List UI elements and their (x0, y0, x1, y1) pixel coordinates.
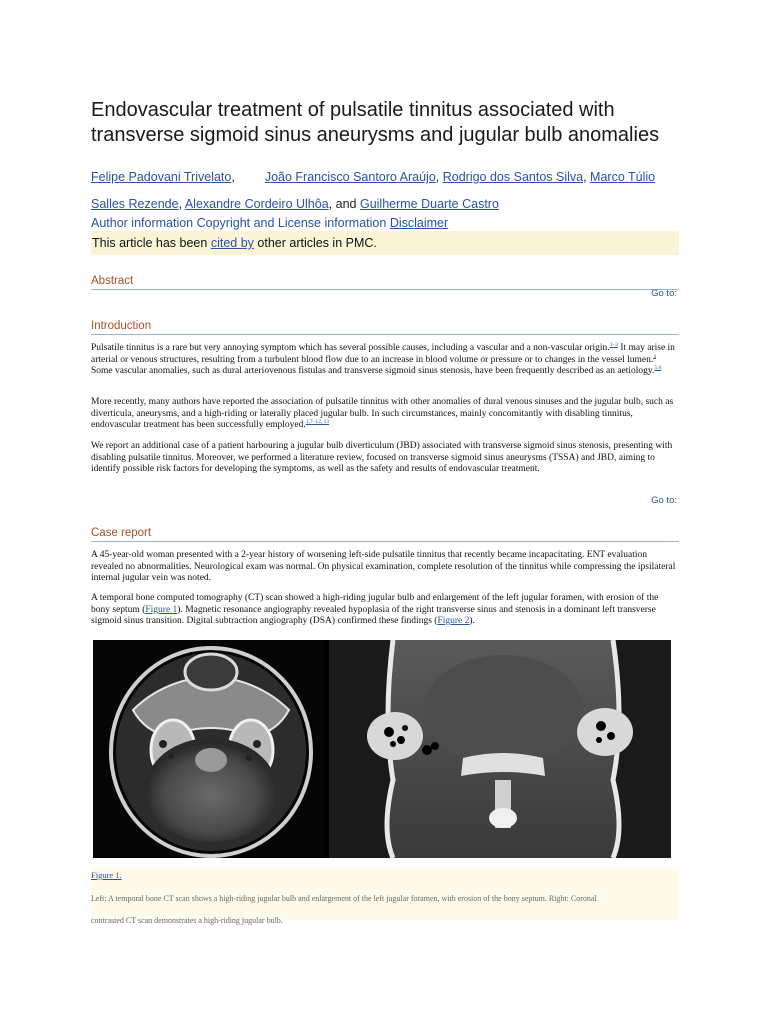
goto-link[interactable]: Go to: (651, 288, 677, 299)
figure-1-image[interactable] (93, 640, 671, 858)
author-link[interactable]: Rodrigo dos Santos Silva (442, 170, 584, 184)
intro-paragraph-3: We report an additional case of a patient harbouring a jugular bulb diverticulum (JBD) associated with transverse sigmoid sinus stenosis, presenting with disabling pulsatile tinnitus. Moreover, we performed a literature review, focused on transverse sigmoid sinus aneurysms (TSSA) and JBD, aiming to identify possible risk factors for developing the symptoms, as well as the safety and results of endovascular treatment. (91, 441, 673, 474)
figure-2-link[interactable]: Figure 2 (437, 616, 470, 626)
cited-pre-text: This article has been (92, 236, 208, 250)
intro-paragraph-1: Pulsatile tinnitus is a rare but very annoying symptom which has several possible causes, including a vascular and a non-vascular origin.$^{1-3}$ It may arise in arterial or venous structures, resulting from a turbulent blood flow due to an increase in blood volume or pressure or to changes in the vessel lumen.$^4$ Some vascular anomalies, such as dural arteriovenous fistulas and transverse sigmoid sinus stenosis, have been frequently described as an aetiology.$^{5,6}$ (91, 341, 675, 376)
author-link[interactable]: Guilherme Duarte Castro (359, 197, 499, 211)
author-list: Felipe Padovani Trivelato, João Francisco Santoro Araújo, Rodrigo dos Santos Silva, Marco Túlio Salles Rezende, Alexandre Cordeiro Ulhôa, and Guilherme Duarte Castro (91, 170, 656, 211)
author-link[interactable]: Alexandre Cordeiro Ulhôa (184, 197, 329, 211)
cited-by-banner (91, 231, 679, 255)
author-link[interactable]: Marco Túlio Salles Rezende (91, 170, 656, 211)
disclaimer-link[interactable]: Disclaimer (389, 216, 449, 230)
cited-post-text: other articles in PMC. (257, 236, 377, 250)
goto-link[interactable]: Go to: (651, 495, 677, 506)
author-link[interactable]: João Francisco Santoro Araújo (264, 170, 436, 184)
case-paragraph-1: A 45-year-old woman presented with a 2-year history of worsening left-side pulsatile tinnitus that recently became incapacitating. ENT evaluation revealed no abnormalities. Neurological exam was normal. On physical examination, complete resolution of the tinnitus while compressing the ipsilateral internal jugular vein was noted. (91, 550, 676, 583)
abstract-heading[interactable]: Abstract (91, 274, 679, 290)
introduction-heading: Introduction (91, 319, 679, 335)
citation-ref[interactable]: 5,6 (654, 364, 662, 371)
figure-1-label-link[interactable]: Figure 1. (91, 870, 122, 880)
author-information-link[interactable]: Author information (91, 216, 194, 230)
figure-1-caption (91, 868, 679, 925)
author-link[interactable]: Felipe Padovani Trivelato (91, 170, 232, 184)
case-report-heading: Case report (91, 526, 679, 542)
citation-ref[interactable]: 1–3 (609, 341, 618, 348)
figure-1-link[interactable]: Figure 1 (145, 604, 178, 615)
article-title: Endovascular treatment of pulsatile tinnitus associated with transverse sigmoid sinus aneurysms and jugular bulb anomalies (91, 99, 660, 146)
citation-ref[interactable]: 1,7–12, 13 (305, 418, 330, 425)
intro-paragraph-2: More recently, many authors have reported the association of pulsatile tinnitus with other anomalies of dural venous sinuses and the jugular bulb, such as diverticula, aneurysms, and a high-riding or laterally placed jugular bulb. In such circumstances, mainly concomitantly with disabling tinnitus, endovascular treatment has been successfully employed.$^{1,7-12, 13}$ (91, 397, 674, 430)
copyright-link[interactable]: Copyright and License information (196, 216, 387, 230)
authors-and: and (335, 197, 357, 211)
article-info-bar (91, 214, 679, 232)
cited-by-link[interactable]: cited by (210, 236, 254, 250)
figure-caption-text: Left: A temporal bone CT scan shows a high-riding jugular bulb and enlargement of the left jugular foramen, with erosion of the bony septum. Right: Coronal contrasted CT scan demonstrates a high-riding jugular bulb. (91, 894, 597, 925)
case-paragraph-2: A temporal bone computed tomography (CT) scan showed a high-riding jugular bulb and enlargement of the left jugular foramen, with erosion of the bony septum (Figure 1). Magnetic resonance angiography revealed hypoplasia of the right transverse sinus and stenosis in a dominant left transverse sigmoid sinus transition. Digital subtraction angiography (DSA) confirmed these findings (Figure 2). (91, 593, 659, 626)
ct-scan-images (93, 640, 671, 858)
citation-ref[interactable]: 4 (653, 353, 656, 360)
